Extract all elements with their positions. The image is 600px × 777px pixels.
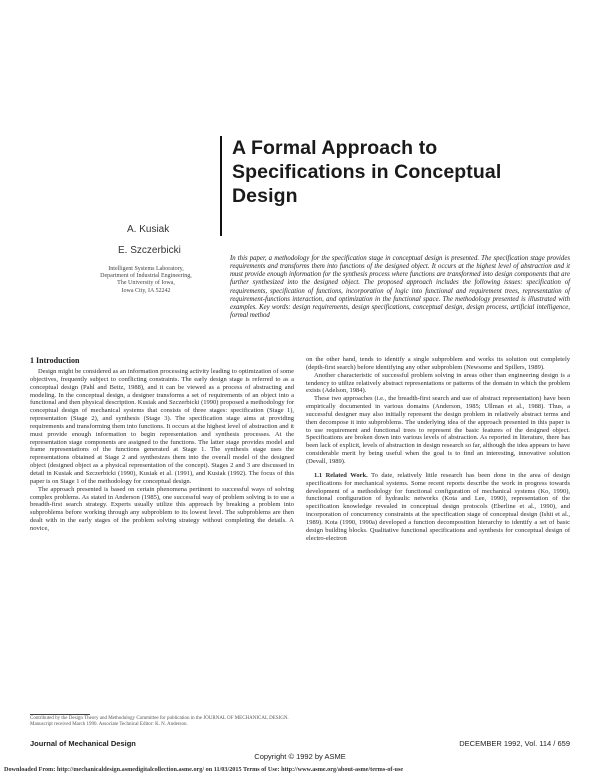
affiliation-line: The University of Iowa, [117,280,175,287]
footnote: Contributed by the Design Theory and Methodology Committee for publication in the JOURNAL OF MECHANICAL DESIGN. Manuscript received March 1990. Associate Technical Editor: K. N. Anderson. [30,716,289,727]
subsection-heading: 1.1 Related Work. [314,471,368,479]
title-line-1: A Formal Approach to [232,137,438,159]
download-line: Downloaded From: http://mechanicaldesign.asmedigitalcollection.asme.org/ on 11/03/2015 Terms of Use: http://www.asme.org/about-asme/terms-of-use [4,766,404,773]
paragraph: The approach presented is based on certain phenomena pertinent to successful ways of solving complex problems. As stated in Anderson (1985), one successful way of problem solving is to use a breadth-first search strategy. Experts usually utilize this approach by breaking a problem into subproblems before working through any subproblem to its lowest level. The subproblems are then dealt with in the early stages of the problem solving strategy without completing the details. A novice, [30,485,294,532]
footer-issue: DECEMBER 1992, Vol. 114 / 659 [459,739,570,748]
affiliation [86,266,206,295]
title-line-3: Design [232,185,298,207]
title-line-2: Specifications in Conceptual [232,161,502,183]
paragraph: on the other hand, tends to identify a single subproblem and works its solution out completely (depth-first search) before identifying any other subproblem (Newsome and Spillers, 1989). [306,356,570,371]
paragraph: Design might be considered as an information processing activity leading to optimization of some objectives, frequently subject to conflicting constraints. The early design stage is referred to as a conceptual design (Pahl and Beitz, 1988), and it can be viewed as a process of abstracting and modeling. In the conceptual design, a designer transforms a set of requirements of an object into a functional and then physical description. Kusiak and Szczerbicki (1990) proposed a methodology for conceptual design of mechanical systems that consists of three stages: specification (Stage 1), representation (Stage 2), and synthesis (Stage 3). The specification stage aims at providing requirements and transforming them into functions. It occurs at the highest level of abstraction and it must provide enough information to begin representation and synthesis processes. At the representation stage components are assigned to the functions. The latter stage provides model and frame representations of the functions generated at Stage 1. The synthesis stage uses the representations obtained at Stage 2 and synthesizes them into the overall model of the designed object (designed object as a physical representation of the concept). Stages 2 and 3 are discussed in detail in Kusiak and Szczerbicki (1990), Kusiak et al. (1991), and Kusiak (1992). The focus of this paper is on Stage 1 of the methodology for conceptual design. [30,368,294,485]
right-column [306,356,570,542]
subsection-text: To date, relatively little research has been done in the area of design specifications for mechanical systems. Some recent reports describe the work in progress towards development of a methodology for functional configuration of mechanical systems (Ko, 1990), functional configuration of hydraulic networks (Kota and Lee, 1990), representation of the specification knowledge revealed in conceptual design protocols (Eberline et al., 1990), and incorporation of concurrency constraints at the specification stage of conceptual design (Ishii et al., 1989). Kota (1990, 1990a) developed a function decomposition hierarchy to identify a set of basic design building blocks. Qualitative functional specifications and synthesis for conceptual design of electro-electron [306,471,570,542]
section-heading: 1 Introduction [30,356,80,365]
footnote-rule [30,714,90,715]
paper-title [232,136,562,208]
paragraph: These two approaches (i.e., the breadth-first search and use of abstract representation) have been empirically documented in various domains (Anderson, 1985; Ullman et al., 1988). Thus, a successful designer may also initially represent the design problem in relatively abstract terms and then decompose it into subproblems. The underlying idea of the approach presented in this paper is to use requirement and functional trees to represent the basic features of the designed object. Specifications are broken down into various levels of abstraction. As reported in literature, there has been lack of explicit, levels of abstraction in design research so far, although the idea appears to have considerable merit by being useful when the goal is to find an interesting, innovative solution (Devall, 1989). [306,395,570,465]
title-rule [220,136,222,236]
paragraph: Another characteristic of successful problem solving in areas other than engineering design is a tendency to utilize relatively abstract representations or patterns of the domain in which the problem exists (Adelson, 1984). [306,371,570,395]
footer-journal: Journal of Mechanical Design [30,739,136,748]
subsection-paragraph [306,472,570,543]
author-2: E. Szczerbicki [118,245,181,256]
affiliation-line: Department of Industrial Engineering, [100,273,192,280]
affiliation-line: Iowa City, IA 52242 [121,287,171,294]
affiliation-line: Intelligent Systems Laboratory, [108,266,184,272]
copyright: Copyright © 1992 by ASME [254,752,346,761]
left-column [30,368,294,533]
abstract: In this paper, a methodology for the specification stage in conceptual design is presented. The specification stage provides requirements and transforms them into functions of the designed object. It occurs at the highest level of abstraction and it must provide enough information for the synthesis process where functions are transformed into design components that are further synthesized into the designed object. The proposed approach includes the following issues: specification of requirements, specification of functions, incorporation of logic into functional and requirement trees, representation of requirement-functions interaction, and optimization in the functional space. The methodology presented is illustrated with examples. Key words: design requirements, design specifications, conceptual design, design process, artificial intelligence, formal method [230,255,570,320]
author-1: A. Kusiak [127,224,170,235]
